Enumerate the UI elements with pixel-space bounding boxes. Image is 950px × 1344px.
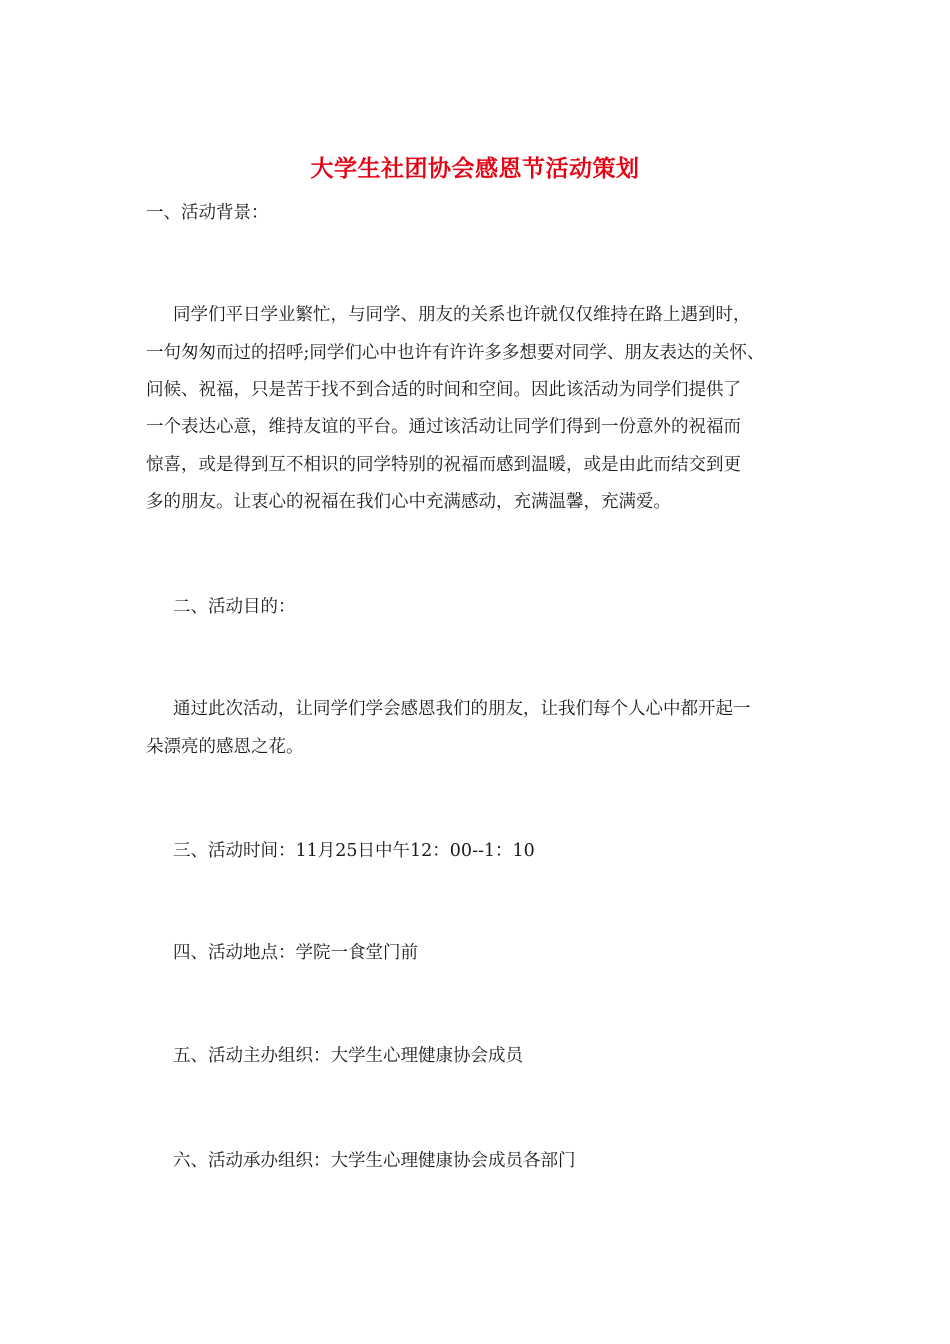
paragraph-line: 惊喜，或是得到互不相识的同学特别的祝福而感到温暖，或是由此而结交到更 [146,455,741,475]
paragraph-line: 多的朋友。让衷心的祝福在我们心中充满感动，充满温馨，充满爱。 [146,492,671,512]
paragraph-line: 一个表达心意，维持友谊的平台。通过该活动让同学们得到一份意外的祝福而 [146,417,741,437]
section-organizer: 五、活动主办组织：大学生心理健康协会成员 [173,1046,523,1066]
section-co-organizer: 六、活动承办组织：大学生心理健康协会成员各部门 [173,1151,576,1171]
paragraph-line: 通过此次活动，让同学们学会感恩我们的朋友，让我们每个人心中都开起一 [173,699,751,719]
section-time: 三、活动时间：11月25日中午12：00--1：10 [173,841,535,861]
paragraph-line: 同学们平日学业繁忙，与同学、朋友的关系也许就仅仅维持在路上遇到时， [173,305,751,325]
section-location: 四、活动地点：学院一食堂门前 [173,943,418,963]
paragraph-line: 朵漂亮的感恩之花。 [146,737,304,757]
paragraph-line: 问候、祝福，只是苦于找不到合适的时间和空间。因此该活动为同学们提供了 [146,380,741,400]
section-heading-background: 一、活动背景： [146,203,269,223]
section-heading-purpose: 二、活动目的： [173,597,296,617]
document-title: 大学生社团协会感恩节活动策划 [310,155,640,182]
paragraph-line: 一句匆匆而过的招呼;同学们心中也许有许许多多想要对同学、朋友表达的关怀、 [146,343,765,363]
